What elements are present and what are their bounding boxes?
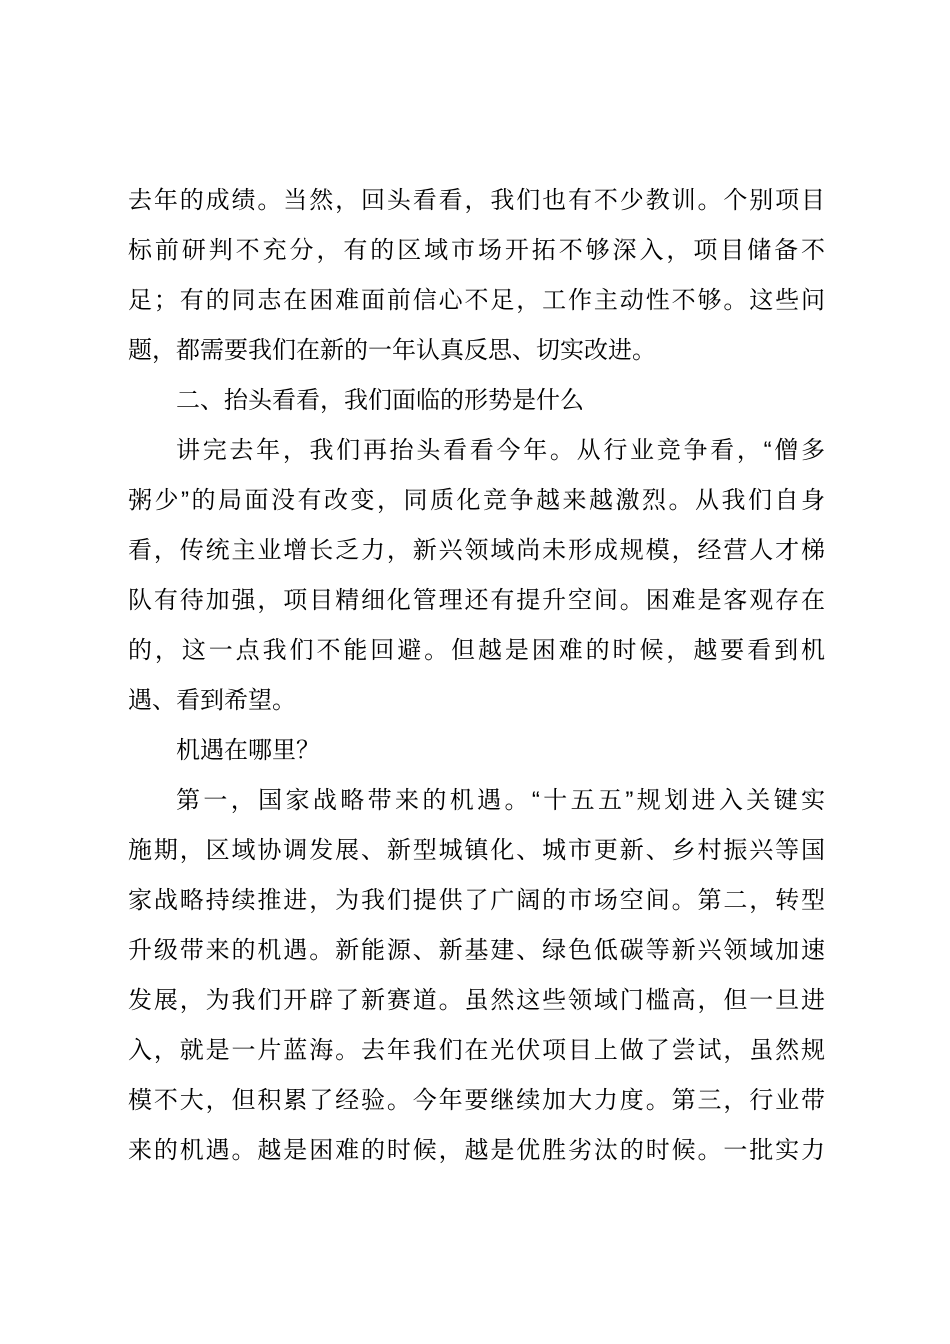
- paragraph: [128, 426, 825, 726]
- paragraph: [128, 726, 825, 776]
- text-line: 家战略持续推进，为我们提供了广阔的市场空间。第二，转型: [128, 887, 825, 914]
- text-line: 模不大，但积累了经验。今年要继续加大力度。第三，行业带: [128, 1087, 825, 1114]
- paragraph: [128, 776, 825, 1176]
- text-line: 遇、看到希望。: [128, 687, 296, 714]
- paragraph: [128, 176, 825, 376]
- text-line: 足；有的同志在困难面前信心不足，工作主动性不够。这些问: [128, 287, 825, 314]
- text-line: 讲完去年，我们再抬头看看今年。从行业竞争看，“僧多: [176, 437, 825, 464]
- text-line: 标前研判不充分，有的区域市场开拓不够深入，项目储备不: [128, 237, 825, 264]
- text-line: 来的机遇。越是困难的时候，越是优胜劣汰的时候。一批实力: [128, 1137, 825, 1164]
- text-line: 粥少”的局面没有改变，同质化竞争越来越激烈。从我们自身: [128, 487, 825, 514]
- text-line: 的，这一点我们不能回避。但越是困难的时候，越要看到机: [128, 637, 825, 664]
- text-line: 题，都需要我们在新的一年认真反思、切实改进。: [128, 337, 656, 364]
- text-line: 发展，为我们开辟了新赛道。虽然这些领域门槛高，但一旦进: [128, 987, 825, 1014]
- text-line: 去年的成绩。当然，回头看看，我们也有不少教训。个别项目: [128, 187, 825, 214]
- text-line: 看，传统主业增长乏力，新兴领域尚未形成规模，经营人才梯: [128, 537, 825, 564]
- text-line: 队有待加强，项目精细化管理还有提升空间。困难是客观存在: [128, 587, 825, 614]
- text-line: 升级带来的机遇。新能源、新基建、绿色低碳等新兴领域加速: [128, 937, 825, 964]
- text-line: 第一，国家战略带来的机遇。“十五五”规划进入关键实: [176, 787, 825, 814]
- section-heading: [128, 376, 825, 426]
- text-line: 入，就是一片蓝海。去年我们在光伏项目上做了尝试，虽然规: [128, 1037, 825, 1064]
- heading-line: 二、抬头看看，我们面临的形势是什么: [176, 387, 584, 414]
- text-line: 施期，区域协调发展、新型城镇化、城市更新、乡村振兴等国: [128, 837, 825, 864]
- document-text: [128, 176, 825, 1176]
- text-line: 机遇在哪里？: [176, 737, 320, 764]
